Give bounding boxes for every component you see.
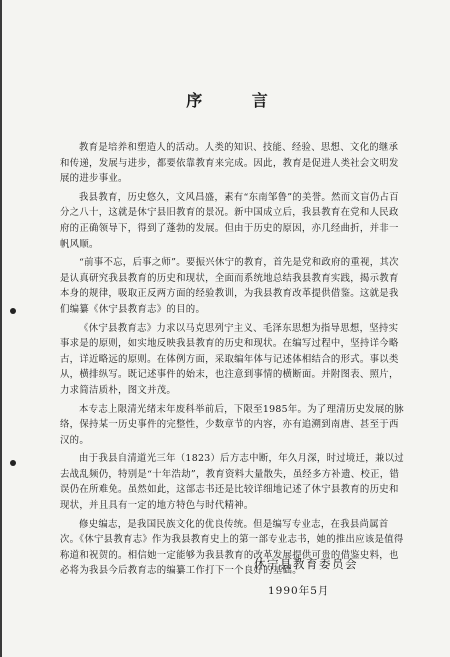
date: 1990年5月 [268, 585, 330, 597]
binding-hole [10, 308, 16, 314]
paragraph: “前事不忘，后事之师”。要振兴休宁的教育，首先是党和政府的重视，其次是认真研究我县教育的历史和现状，全面而系统地总结我县教育实践，揭示教育本身的规律，吸取正反两方面的经验教训，为我县教育改革提供借鉴。这就是我们编纂《休宁县教育志》的目的。 [60, 257, 399, 315]
signature: 休宁县教育委员会 [254, 557, 358, 571]
binding-hole [10, 460, 16, 466]
document-title: 序 言 [186, 91, 290, 110]
paragraph: 本专志上限清光绪末年废科举前后，下限至1985年。为了理清历史发展的脉络，保持某一历史事件的完整性，少数章节的内容，亦有追溯到南唐、甚至于西汉的。 [60, 403, 404, 446]
document-body [60, 140, 406, 582]
paragraph: 修史编志，是我国民族文化的优良传统。但是编写专业志，在我县尚属首次。《休宁县教育志》作为我县教育史上的第一部专业志书，她的推出应该是值得称道和祝贺的。相信她一定能够为我县教育的改革发展提供可贵的借鉴史料，也必将为我县今后教育志的编纂工作打下一个良好的基础。 [60, 518, 404, 577]
paragraph: 我县教育，历史悠久，文风昌盛，素有“东南邹鲁”的美誉。然而文盲仍占百分之八十，这就是休宁县旧教育的景况。新中国成立后，我县教育在党和人民政府的正确领导下，得到了蓬勃的发展。但由于历史的原因，亦几经曲折，并非一帆风顺。 [60, 191, 399, 250]
paragraph: 教育是培养和塑造人的活动。人类的知识、技能、经验、思想、文化的继承和传递，发展与进步，都要依靠教育来完成。因此，教育是促进人类社会文明发展的进步事业。 [60, 142, 399, 185]
paragraph: 《休宁县教育志》力求以马克思列宁主义、毛泽东思想为指导思想，坚持实事求是的原则，如实地反映我县教育的历史和现状。在编写过程中，坚持详今略古，详近略远的原则。在体例方面，采取编年体与记述体相结合的形式。事以类从，横排纵写。既记述事件的始末，也注意到事情的横断面。并附图表、照片，力求简洁质朴，图文并茂。 [60, 322, 399, 396]
paragraph: 由于我县自清道光三年（1823）后方志中断，年久月深，时过境迁，兼以过去战乱频仍，特别是“十年浩劫”，教育资料大量散失，虽经多方补遗、校正，错误仍在所难免。虽然如此，这部志书还是比较详细地记述了休宁县教育的历史和现状，并且具有一定的地方特色与时代精神。 [60, 453, 404, 512]
